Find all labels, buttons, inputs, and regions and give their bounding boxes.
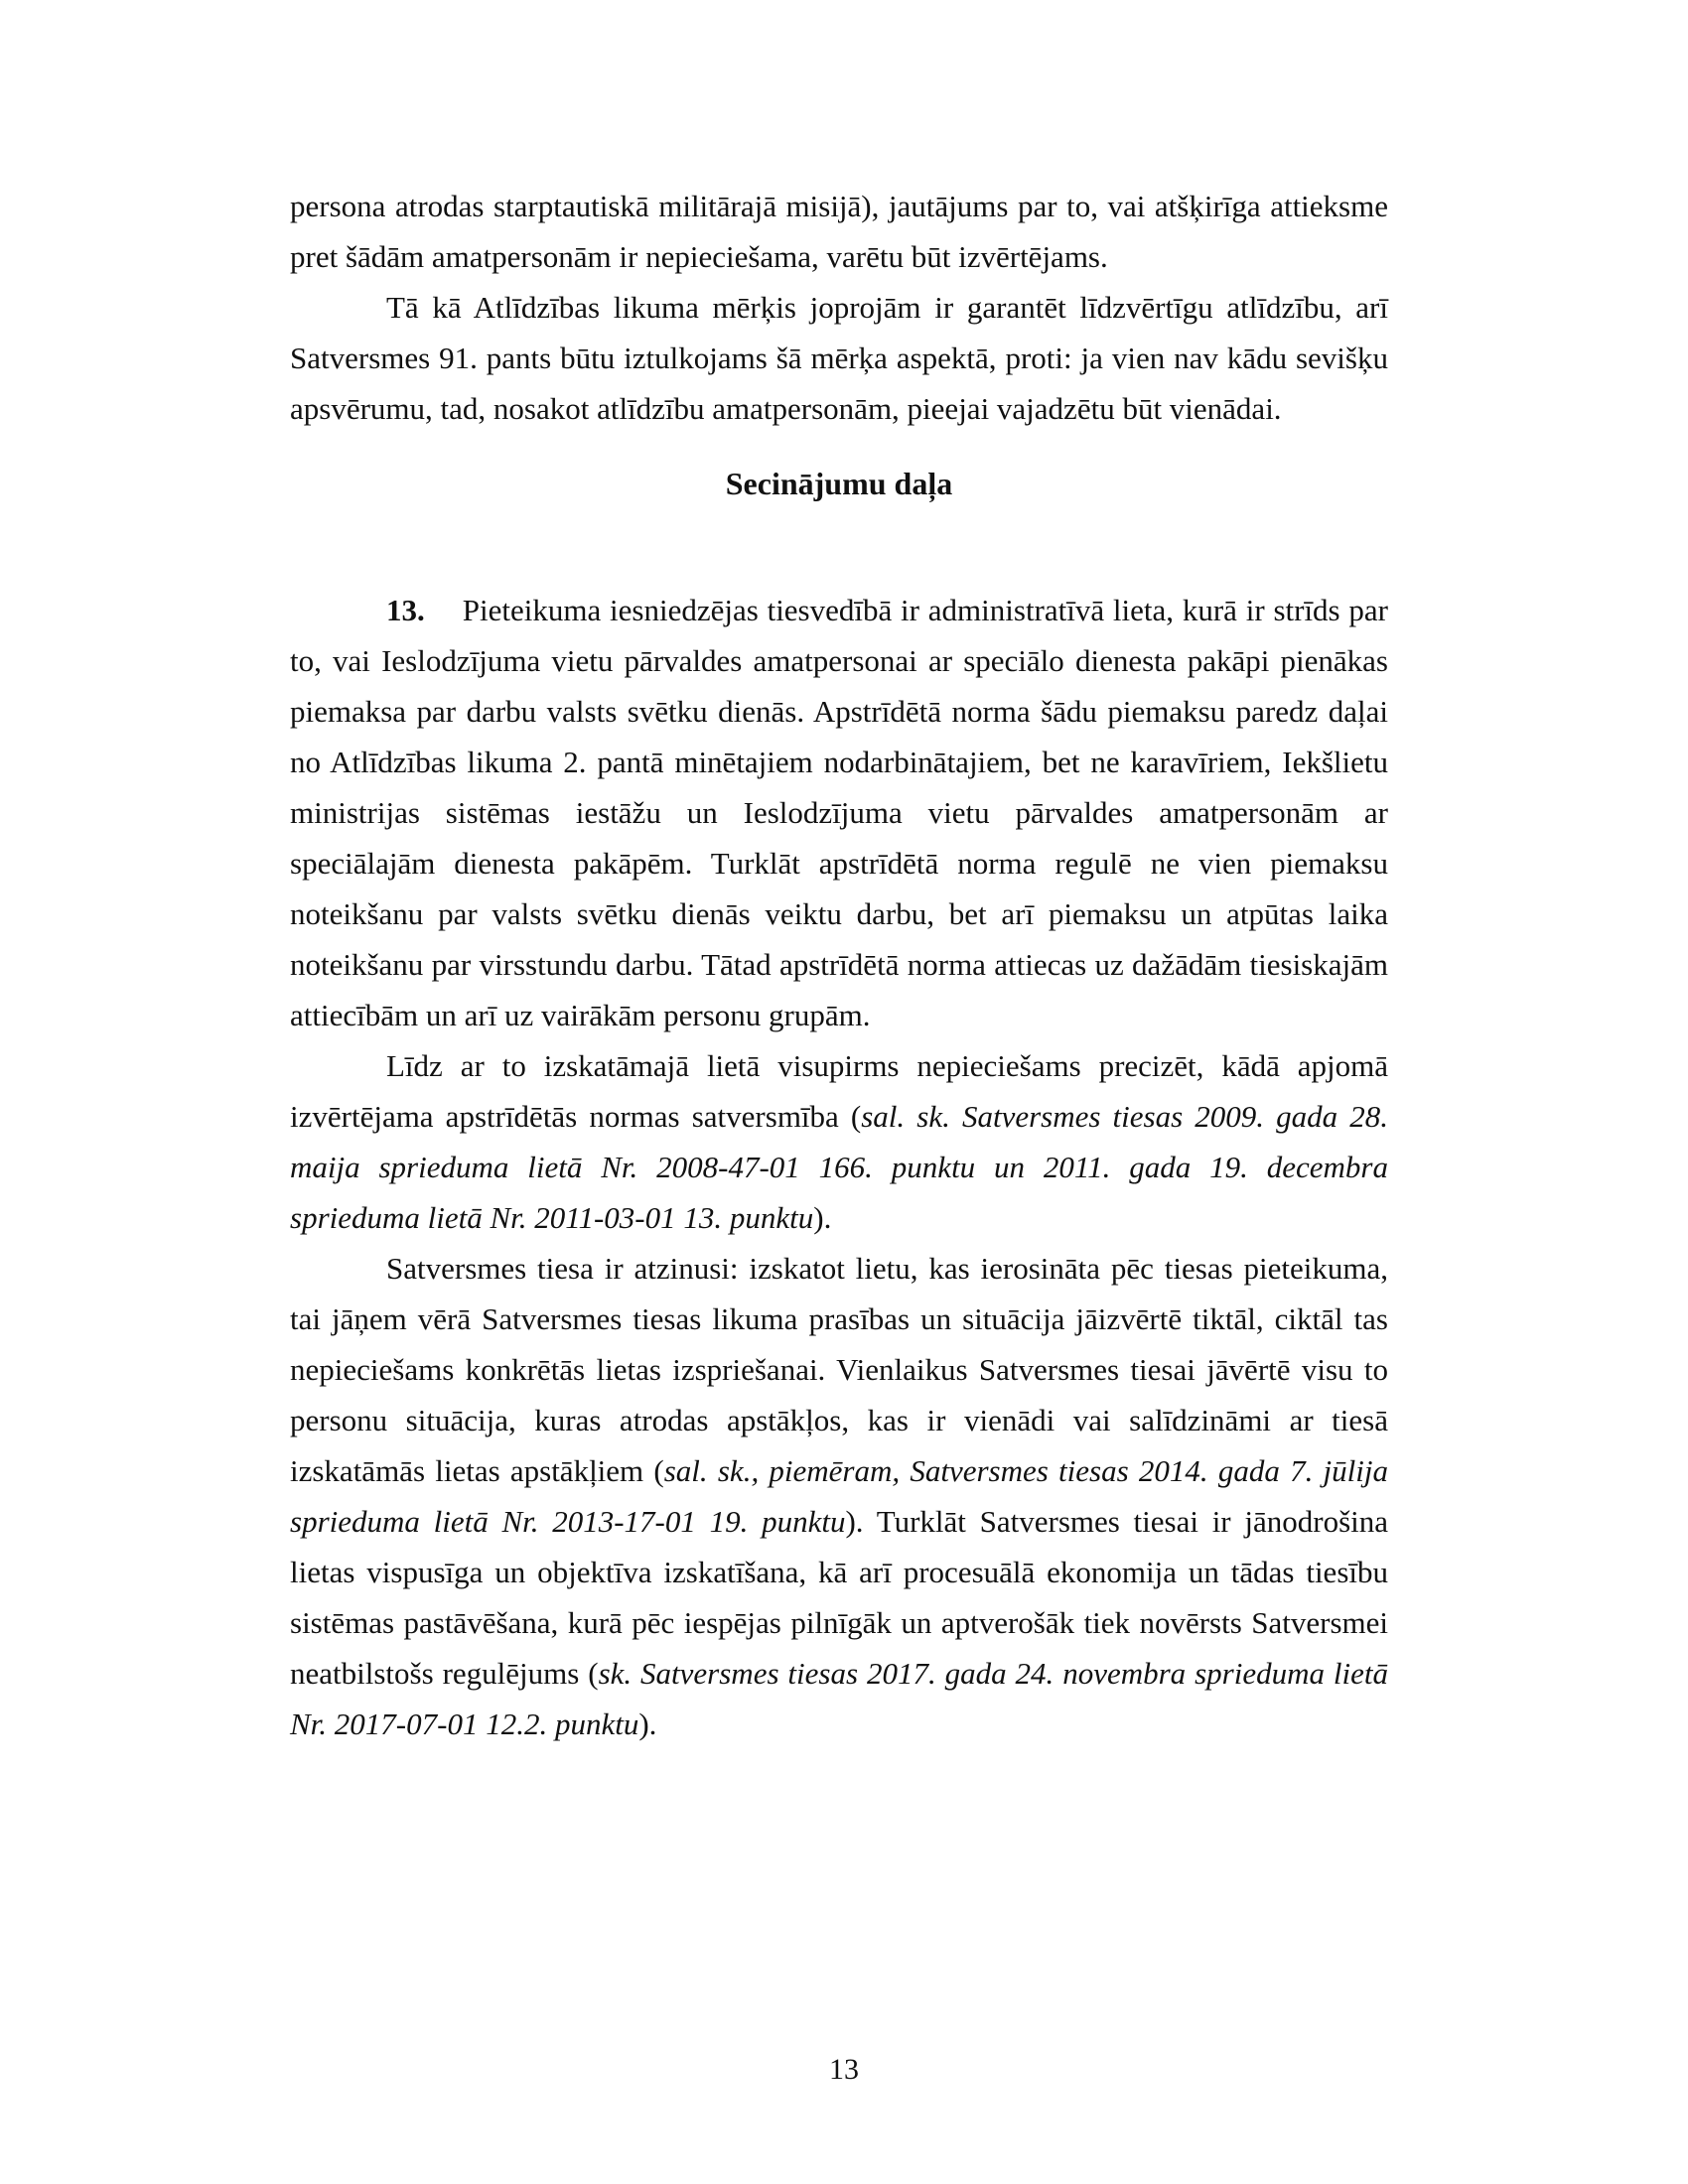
paragraph-13-text: Pieteikuma iesniedzējas tiesvedībā ir administratīvā lieta, kurā ir strīds par to, vai Ieslodzījuma vietu pārvaldes amatpersonai ar speciālo dienesta pakāpi pienākas piemaksa par darbu valsts svētku dienās. Apstrīdētā norma šādu piemaksu paredz daļai no Atlīdzības likuma 2. pantā minētajiem nodarbinātajiem, bet ne karavīriem, Iekšlietu ministrijas sistēmas iestāžu un Ieslodzījuma vietu pārvaldes amatpersonām ar speciālajām dienesta pakāpēm. Turklāt apstrīdētā norma regulē ne vien piemaksu noteikšanu par valsts svētku dienās veiktu darbu, bet arī piemaksu un atpūtas laika noteikšanu par virsstundu darbu. Tātad apstrīdētā norma attiecas uz dažādām tiesiskajām attiecībām un arī uz vairākām personu grupām.: [290, 593, 1388, 1032]
paragraph-number: 13.: [386, 593, 425, 627]
paragraph-13: [290, 585, 1388, 1040]
citation-close: ).: [638, 1706, 657, 1741]
citation-close: ).: [813, 1200, 832, 1235]
paragraph-remuneration-goal: Tā kā Atlīdzības likuma mērķis joprojām ir garantēt līdzvērtīgu atlīdzību, arī Satversmes 91. pants būtu iztulkojams šā mērķa aspektā, proti: ja vien nav kādu sevišķu apsvērumu, tad, nosakot atlīdzību amatpersonām, pieejai vajadzētu būt vienādai.: [290, 290, 1388, 426]
paragraph-court-findings-text-1: Satversmes tiesa ir atzinusi: izskatot lietu, kas ierosināta pēc tiesas pieteikuma, tai jāņem vērā Satversmes tiesas likuma prasības un situācija jāizvērtē tiktāl, ciktāl tas nepieciešams konkrētās lietas izspriešanai. Vienlaikus Satversmes tiesai jāvērtē visu to personu situācija, kuras atrodas apstākļos, kas ir vienādi vai salīdzināmi ar tiesā izskatāmās lietas apstākļiem (: [290, 1251, 1388, 1488]
case-citation: sal. sk. Satversmes tiesas 2009. gada 28. maija sprieduma lietā Nr. 2008-47-01 166. punktu un 2011. gada 19. decembra sprieduma lietā Nr. 2011-03-01 13. punktu: [290, 1099, 1388, 1235]
body-text: [290, 181, 1388, 1749]
paragraph-scope: [290, 1040, 1388, 1243]
section-spacer: [290, 509, 1388, 585]
paragraph-scope-text: Līdz ar to izskatāmajā lietā visupirms nepieciešams precizēt, kādā apjomā izvērtējama apstrīdētās normas satversmība (: [290, 1048, 1388, 1134]
page-number: 13: [829, 2053, 859, 2086]
paragraph-court-findings-text-2: ). Turklāt Satversmes tiesai ir jānodrošina lietas vispusīga un objektīva izskatīšana, kā arī procesuālā ekonomija un tādas tiesību sistēmas pastāvēšana, kurā pēc iespējas pilnīgāk un aptverošāk tiek novērsts Satversmei neatbilstošs regulējums (: [290, 1504, 1388, 1691]
paragraph-continued: persona atrodas starptautiskā militārajā misijā), jautājums par to, vai atšķirīga attieksme pret šādām amatpersonām ir nepieciešama, varētu būt izvērtējams.: [290, 189, 1388, 274]
section-heading: Secinājumu daļa: [725, 466, 953, 501]
case-citation: sk. Satversmes tiesas 2017. gada 24. novembra sprieduma lietā Nr. 2017-07-01 12.2. punktu: [290, 1656, 1388, 1741]
case-citation: sal. sk., piemēram, Satversmes tiesas 2014. gada 7. jūlija sprieduma lietā Nr. 2013-17-01 19. punktu: [290, 1453, 1388, 1539]
paragraph-court-findings: [290, 1243, 1388, 1749]
